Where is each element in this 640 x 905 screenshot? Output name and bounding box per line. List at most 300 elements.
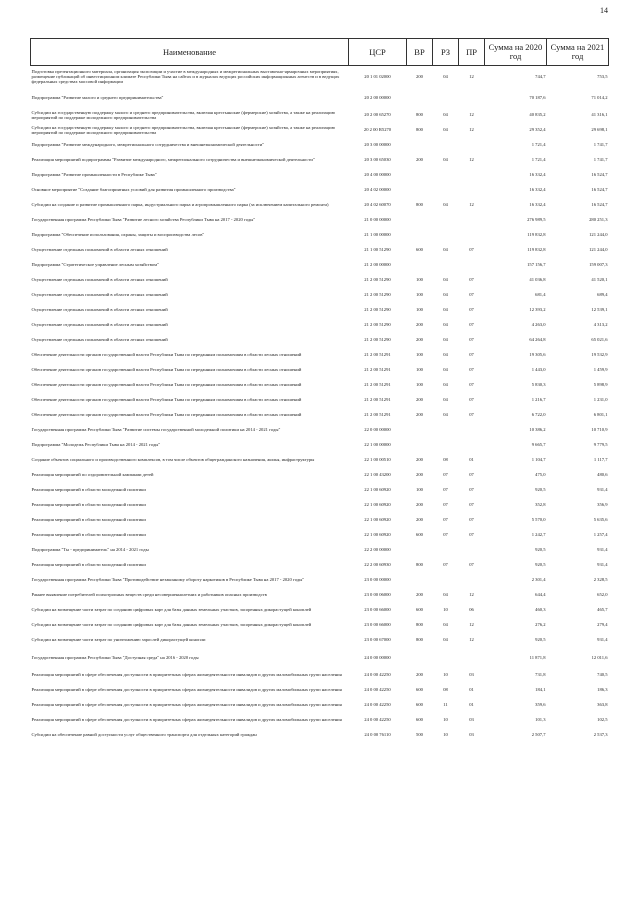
row-csr: 22 2 00 00000 (364, 547, 391, 553)
row-csr: 24 0 00 42250 (364, 717, 391, 723)
row-rz: 04 (443, 74, 448, 80)
row-pr: 07 (469, 472, 474, 478)
row-sum-2021: 186,3 (597, 687, 608, 693)
row-sum-2021: 2 328,5 (593, 577, 608, 583)
row-sum-2021: 465,7 (597, 607, 608, 613)
row-rz: 04 (443, 337, 448, 343)
row-sum-2021: 65 021,6 (591, 337, 608, 343)
row-vr: 600 (416, 702, 423, 708)
header-vr: ВР (407, 39, 433, 66)
row-sum-2020: 11 871,8 (529, 654, 546, 660)
row-rz (433, 543, 459, 558)
row-pr: 07 (469, 277, 474, 283)
row-pr: 07 (469, 247, 474, 253)
row-name: Осуществление отдельных полномочий в области лесных отношений (31, 337, 168, 343)
row-name: Субсидии на государственную поддержку малого и среднего предпринимательства, включая крестьянские (фермерские) хозяйства, а также на реализацию мероприятий по поддержке молодежного предпринимательства (31, 124, 336, 135)
row-rz: 10 (443, 717, 448, 723)
row-pr: 07 (469, 337, 474, 343)
table-row (31, 468, 609, 483)
table-row (31, 333, 609, 348)
row-vr (407, 228, 433, 243)
row-name: Субсидии на обеспечение равной доступности услуг общественного транспорта для отдельных категорий граждан (31, 732, 257, 738)
row-csr: 20 2 00 R5270 (363, 127, 392, 133)
header-sum-2020: Сумма на 2020 год (485, 39, 547, 66)
row-rz: 04 (443, 292, 448, 298)
row-vr: 200 (416, 502, 423, 508)
row-csr: 21 0 00 00000 (364, 217, 391, 223)
row-rz (433, 228, 459, 243)
row-rz: 04 (443, 202, 448, 208)
row-pr: 03 (469, 672, 474, 678)
row-name: Подпрограмма "Обеспечение использования, охраны, защиты и воспроизводства лесов" (31, 232, 205, 238)
row-sum-2021: 1 741,7 (593, 142, 608, 148)
table-row (31, 618, 609, 633)
row-sum-2021: 41 316,1 (591, 112, 608, 118)
row-csr: 22 1 00 60920 (364, 517, 391, 523)
row-pr: 03 (469, 732, 474, 738)
row-vr: 200 (416, 322, 423, 328)
table-row (31, 528, 609, 543)
row-csr: 20 4 02 00000 (364, 187, 391, 193)
row-sum-2020: 644,4 (535, 592, 546, 598)
row-rz: 11 (443, 702, 448, 708)
row-rz: 08 (443, 457, 448, 463)
row-vr: 200 (416, 412, 423, 418)
row-pr: 07 (469, 412, 474, 418)
row-csr: 21 2 00 00000 (364, 262, 391, 268)
row-name: Реализация мероприятий в сфере обеспечения доступности в приоритетных сферах жизнедеятельности инвалидов и других маломобильных групп населения (31, 717, 342, 723)
row-sum-2020: 920,5 (535, 637, 546, 643)
row-sum-2021: 159 007,3 (589, 262, 608, 268)
row-name: Подпрограмма "Развитие промышленности в Республике Тыва" (31, 172, 157, 178)
row-vr: 600 (416, 687, 423, 693)
row-pr: 12 (469, 592, 474, 598)
row-name: Обеспечение деятельности органов государственной власти Республики Тыва по переданным полномочиям в области лесных отношений (31, 382, 302, 388)
row-rz: 04 (443, 127, 448, 133)
row-rz: 04 (443, 637, 448, 643)
table-row (31, 438, 609, 453)
row-sum-2020: 16 332,4 (529, 172, 546, 178)
table-row (31, 588, 609, 603)
row-pr: 12 (469, 157, 474, 163)
row-vr: 800 (416, 202, 423, 208)
row-vr: 200 (416, 397, 423, 403)
row-sum-2021: 9 779,5 (593, 442, 608, 448)
row-rz: 07 (443, 532, 448, 538)
table-row (31, 243, 609, 258)
row-name: Реализация мероприятий в области молодежной политики (31, 517, 146, 523)
row-csr: 20 1 01 02000 (364, 74, 391, 80)
row-rz: 10 (443, 607, 448, 613)
row-name: Осуществление отдельных полномочий в области лесных отношений (31, 292, 168, 298)
row-csr: 23 0 00 66000 (364, 607, 391, 613)
table-row (31, 378, 609, 393)
row-sum-2021: 16 524,7 (591, 202, 608, 208)
row-pr (459, 423, 485, 438)
table-row (31, 363, 609, 378)
header-sum-2021: Сумма на 2021 год (547, 39, 609, 66)
row-vr: 100 (416, 487, 423, 493)
row-sum-2020: 1 721,4 (531, 157, 546, 163)
row-name: Обеспечение деятельности органов государственной власти Республики Тыва по переданным полномочиям в области лесных отношений (31, 352, 302, 358)
row-vr: 100 (416, 352, 423, 358)
row-pr: 07 (469, 532, 474, 538)
row-csr: 23 0 00 66000 (364, 622, 391, 628)
row-csr: 20 2 00 65270 (364, 112, 391, 118)
row-csr: 24 0 00 76110 (364, 732, 391, 738)
row-sum-2020: 10 386,2 (529, 427, 546, 433)
table-row (31, 573, 609, 588)
row-vr: 200 (416, 337, 423, 343)
row-name: Обеспечение деятельности органов государственной власти Республики Тыва по переданным полномочиям в области лесных отношений (31, 367, 302, 373)
row-pr (459, 183, 485, 198)
row-name: Реализация мероприятий в области молодежной политики (31, 502, 146, 508)
row-sum-2020: 276,2 (535, 622, 546, 628)
row-rz: 04 (443, 622, 448, 628)
row-csr: 21 2 00 51290 (364, 277, 391, 283)
row-csr: 21 1 00 51290 (364, 247, 391, 253)
row-vr: 200 (416, 592, 423, 598)
row-sum-2020: 101,3 (535, 717, 546, 723)
table-row (31, 453, 609, 468)
table-row (31, 123, 609, 138)
row-sum-2020: 681,4 (535, 292, 546, 298)
row-sum-2020: 2 301,4 (531, 577, 546, 583)
row-sum-2020: 9 665,7 (531, 442, 546, 448)
row-rz: 07 (443, 517, 448, 523)
row-sum-2021: 931,4 (597, 637, 608, 643)
row-sum-2021: 2 537,3 (593, 732, 608, 738)
row-sum-2020: 16 332,4 (529, 187, 546, 193)
row-pr: 07 (469, 307, 474, 313)
row-name: Реализация мероприятий в сфере обеспечения доступности в приоритетных сферах жизнедеятельности инвалидов и других маломобильных групп населения (31, 687, 342, 693)
row-sum-2021: 740,5 (597, 672, 608, 678)
table-row (31, 483, 609, 498)
row-sum-2021: 363,8 (597, 702, 608, 708)
table-row (31, 213, 609, 228)
row-sum-2020: 1 242,7 (531, 532, 546, 538)
row-vr: 800 (416, 637, 423, 643)
row-sum-2020: 920,5 (535, 547, 546, 553)
row-name: Подпрограмма "Стратегическое управление лесным хозяйством" (31, 262, 159, 268)
row-rz: 04 (443, 307, 448, 313)
row-sum-2021: 5 898,9 (593, 382, 608, 388)
row-vr: 200 (416, 74, 423, 80)
row-pr: 07 (469, 487, 474, 493)
budget-table (30, 38, 609, 743)
row-csr: 20 2 00 00000 (364, 94, 391, 100)
row-sum-2020: 1 721,4 (531, 142, 546, 148)
row-sum-2021: 6 801,1 (593, 412, 608, 418)
table-row (31, 648, 609, 668)
row-rz: 04 (443, 367, 448, 373)
row-name: Государственная программа Республики Тыва "Доступная среда" на 2016 - 2020 годы (31, 654, 199, 660)
row-sum-2021: 121 244,0 (589, 247, 608, 253)
row-csr: 24 0 00 42250 (364, 687, 391, 693)
row-csr: 21 2 00 51291 (364, 382, 391, 388)
row-pr: 06 (469, 607, 474, 613)
row-pr: 12 (469, 637, 474, 643)
table-row (31, 258, 609, 273)
row-name: Реализация мероприятий по оздоровительной кампании детей (31, 472, 154, 478)
row-vr: 600 (416, 717, 423, 723)
row-sum-2020: 744,7 (535, 74, 546, 80)
row-csr: 20 3 00 00000 (364, 142, 391, 148)
row-name: Подпрограмма "Молодежь Республики Тыва на 2014 - 2021 годы" (31, 442, 161, 448)
row-vr (407, 168, 433, 183)
row-name: Подпрограмма "Развитие международного, межрегионального сотрудничества и внешнеэкономической деятельности" (31, 142, 265, 148)
row-sum-2021: 102,5 (597, 717, 608, 723)
row-sum-2020: 4 263,0 (531, 322, 546, 328)
row-sum-2020: 920,5 (535, 487, 546, 493)
row-rz (433, 138, 459, 153)
row-name: Реализация мероприятий в области молодежной политики (31, 487, 146, 493)
table-row (31, 423, 609, 438)
table-row (31, 138, 609, 153)
row-csr: 23 0 00 67000 (364, 637, 391, 643)
row-csr: 23 0 00 06000 (364, 592, 391, 598)
row-sum-2021: 652,0 (597, 592, 608, 598)
row-csr: 24 0 00 42250 (364, 702, 391, 708)
table-row (31, 88, 609, 108)
row-sum-2021: 16 524,7 (591, 187, 608, 193)
row-rz: 04 (443, 277, 448, 283)
row-sum-2020: 2 507,7 (531, 732, 546, 738)
row-sum-2021: 931,4 (597, 487, 608, 493)
row-pr (459, 168, 485, 183)
table-row (31, 683, 609, 698)
row-rz (433, 423, 459, 438)
row-pr: 01 (469, 687, 474, 693)
row-rz (433, 258, 459, 273)
row-rz (433, 88, 459, 108)
row-sum-2021: 29 698,1 (591, 127, 608, 133)
row-sum-2020: 5 570,0 (531, 517, 546, 523)
row-rz: 04 (443, 157, 448, 163)
table-row (31, 168, 609, 183)
row-pr: 07 (469, 502, 474, 508)
row-sum-2021: 689,4 (597, 292, 608, 298)
row-name: Субсидии на возмещение части затрат по созданию цифровых карт для базы данных земельных участков, засоренных дикорастущей коноплей (31, 622, 312, 628)
row-rz: 04 (443, 322, 448, 328)
row-name: Осуществление отдельных полномочий в области лесных отношений (31, 277, 168, 283)
table-row (31, 183, 609, 198)
row-rz: 07 (443, 487, 448, 493)
row-vr (407, 258, 433, 273)
row-pr: 12 (469, 112, 474, 118)
row-name: Обеспечение деятельности органов государственной власти Республики Тыва по переданным полномочиям в области лесных отношений (31, 397, 302, 403)
row-name: Государственная программа Республики Тыва "Противодействие незаконному обороту наркотиков в Республике Тыва на 2017 - 2020 годы" (31, 577, 305, 583)
row-name: Реализация мероприятий в сфере обеспечения доступности в приоритетных сферах жизнедеятельности инвалидов и других маломобильных групп населения (31, 672, 342, 678)
row-sum-2021: 931,4 (597, 547, 608, 553)
row-rz: 04 (443, 352, 448, 358)
row-csr: 21 1 00 00000 (364, 232, 391, 238)
row-pr: 07 (469, 382, 474, 388)
table-row (31, 198, 609, 213)
row-name: Подготовка презентационного материала, организация экспозиции и участие в международных и межрегиональных выставочно-ярмарочных мероприятиях, размещение публикаций об инвестиционном климате Республики Тыва на сайтах и в журналах ведущих российских информационных агентств и в ведущих федеральных средствах массовой информации (31, 68, 340, 85)
row-sum-2020: 12 393,2 (529, 307, 546, 313)
row-pr: 12 (469, 74, 474, 80)
row-name: Подпрограмма "Развитие малого и среднего предпринимательства" (31, 94, 164, 100)
row-name: Обеспечение деятельности органов государственной власти Республики Тыва по переданным полномочиям в области лесных отношений (31, 412, 302, 418)
table-row (31, 393, 609, 408)
header-pr: ПР (459, 39, 485, 66)
row-vr (407, 183, 433, 198)
row-sum-2021: 1 257,4 (593, 532, 608, 538)
row-rz (433, 168, 459, 183)
table-row (31, 408, 609, 423)
row-sum-2021: 1 459,9 (593, 367, 608, 373)
row-rz: 04 (443, 412, 448, 418)
row-csr: 22 1 00 60920 (364, 502, 391, 508)
row-vr (407, 138, 433, 153)
row-rz (433, 573, 459, 588)
row-sum-2021: 1 741,7 (593, 157, 608, 163)
row-rz: 04 (443, 247, 448, 253)
row-pr: 01 (469, 702, 474, 708)
row-sum-2020: 1 443,0 (531, 367, 546, 373)
row-rz: 07 (443, 562, 448, 568)
row-vr: 200 (416, 517, 423, 523)
row-pr: 12 (469, 127, 474, 133)
row-rz: 10 (443, 732, 448, 738)
page-number: 14 (600, 6, 608, 15)
row-csr: 21 2 00 51290 (364, 322, 391, 328)
row-csr: 20 3 00 65030 (364, 157, 391, 163)
row-sum-2021: 356,9 (597, 502, 608, 508)
row-name: Осуществление отдельных полномочий в области лесных отношений (31, 247, 168, 253)
table-row (31, 603, 609, 618)
row-csr: 21 2 00 51291 (364, 397, 391, 403)
row-pr: 07 (469, 517, 474, 523)
row-sum-2020: 16 332,4 (529, 202, 546, 208)
row-sum-2020: 119 832,8 (527, 232, 546, 238)
table-row (31, 318, 609, 333)
row-sum-2021: 753,5 (597, 74, 608, 80)
row-name: Раннее выявление потребителей психотропных веществ среди несовершеннолетних и работников опасных производств (31, 592, 267, 598)
header-rz: РЗ (433, 39, 459, 66)
row-sum-2021: 1 231,0 (593, 397, 608, 403)
row-sum-2020: 1 104,7 (531, 457, 546, 463)
table-row (31, 543, 609, 558)
row-csr: 23 0 00 00000 (364, 577, 391, 583)
table-row (31, 668, 609, 683)
row-sum-2020: 64 264,8 (529, 337, 546, 343)
row-sum-2020: 29 352,4 (529, 127, 546, 133)
row-rz: 10 (443, 672, 448, 678)
row-vr: 200 (416, 672, 423, 678)
row-csr: 21 2 00 51290 (364, 337, 391, 343)
row-vr: 100 (416, 307, 423, 313)
row-name: Субсидии на государственную поддержку малого и среднего предпринимательства, включая крестьянские (фермерские) хозяйства, а также на реализацию мероприятий по поддержке молодежного предпринимательства (31, 109, 336, 120)
row-sum-2021: 5 635,6 (593, 517, 608, 523)
row-vr: 100 (416, 277, 423, 283)
row-rz (433, 438, 459, 453)
row-csr: 22 1 00 60920 (364, 487, 391, 493)
row-vr: 800 (416, 562, 423, 568)
row-rz (433, 648, 459, 668)
row-vr: 600 (416, 532, 423, 538)
row-rz: 07 (443, 472, 448, 478)
row-sum-2021: 480,6 (597, 472, 608, 478)
header-csr: ЦСР (349, 39, 407, 66)
row-sum-2021: 12 539,1 (591, 307, 608, 313)
row-sum-2021: 19 532,9 (591, 352, 608, 358)
row-rz: 07 (443, 502, 448, 508)
row-vr (407, 573, 433, 588)
row-sum-2020: 359,6 (535, 702, 546, 708)
row-name: Реализация мероприятий в области молодежной политики (31, 532, 146, 538)
row-csr: 21 2 00 51290 (364, 292, 391, 298)
header-name: Наименование (31, 39, 349, 66)
row-pr (459, 648, 485, 668)
table-body (31, 66, 609, 743)
row-rz: 04 (443, 112, 448, 118)
row-pr: 07 (469, 352, 474, 358)
row-sum-2021: 931,4 (597, 562, 608, 568)
row-csr: 22 1 00 43200 (364, 472, 391, 478)
table-row (31, 558, 609, 573)
row-name: Осуществление отдельных полномочий в области лесных отношений (31, 322, 168, 328)
row-sum-2021: 279,4 (597, 622, 608, 628)
table-row (31, 303, 609, 318)
row-name: Реализация мероприятий в области молодежной политики (31, 562, 146, 568)
row-vr: 100 (416, 292, 423, 298)
table-row (31, 498, 609, 513)
row-vr: 600 (416, 247, 423, 253)
row-vr: 200 (416, 157, 423, 163)
table-row (31, 348, 609, 363)
row-vr: 800 (416, 112, 423, 118)
row-sum-2021: 16 524,7 (591, 172, 608, 178)
table-row (31, 288, 609, 303)
row-sum-2021: 1 117,7 (593, 457, 608, 463)
row-pr: 07 (469, 322, 474, 328)
table-row (31, 633, 609, 648)
row-pr (459, 228, 485, 243)
row-vr (407, 213, 433, 228)
row-sum-2021: 41 520,1 (591, 277, 608, 283)
row-pr (459, 138, 485, 153)
row-vr (407, 423, 433, 438)
row-pr: 07 (469, 397, 474, 403)
row-vr: 500 (416, 732, 423, 738)
row-sum-2020: 19 305,6 (529, 352, 546, 358)
table-header-row (31, 39, 609, 66)
row-sum-2020: 460,3 (535, 607, 546, 613)
row-rz: 04 (443, 382, 448, 388)
table-row (31, 728, 609, 743)
table-row (31, 273, 609, 288)
row-sum-2020: 475,0 (535, 472, 546, 478)
row-pr (459, 438, 485, 453)
row-vr (407, 648, 433, 668)
row-sum-2020: 1 216,7 (531, 397, 546, 403)
row-sum-2020: 731,8 (535, 672, 546, 678)
row-pr: 07 (469, 562, 474, 568)
row-sum-2020: 119 832,8 (527, 247, 546, 253)
row-pr (459, 258, 485, 273)
row-csr: 20 4 02 60070 (364, 202, 391, 208)
row-sum-2020: 70 187,6 (529, 94, 546, 100)
row-sum-2020: 41 036,8 (529, 277, 546, 283)
row-rz (433, 183, 459, 198)
row-pr (459, 543, 485, 558)
row-pr (459, 88, 485, 108)
row-vr (407, 438, 433, 453)
row-sum-2021: 4 313,2 (593, 322, 608, 328)
row-sum-2021: 12 011,6 (591, 654, 608, 660)
